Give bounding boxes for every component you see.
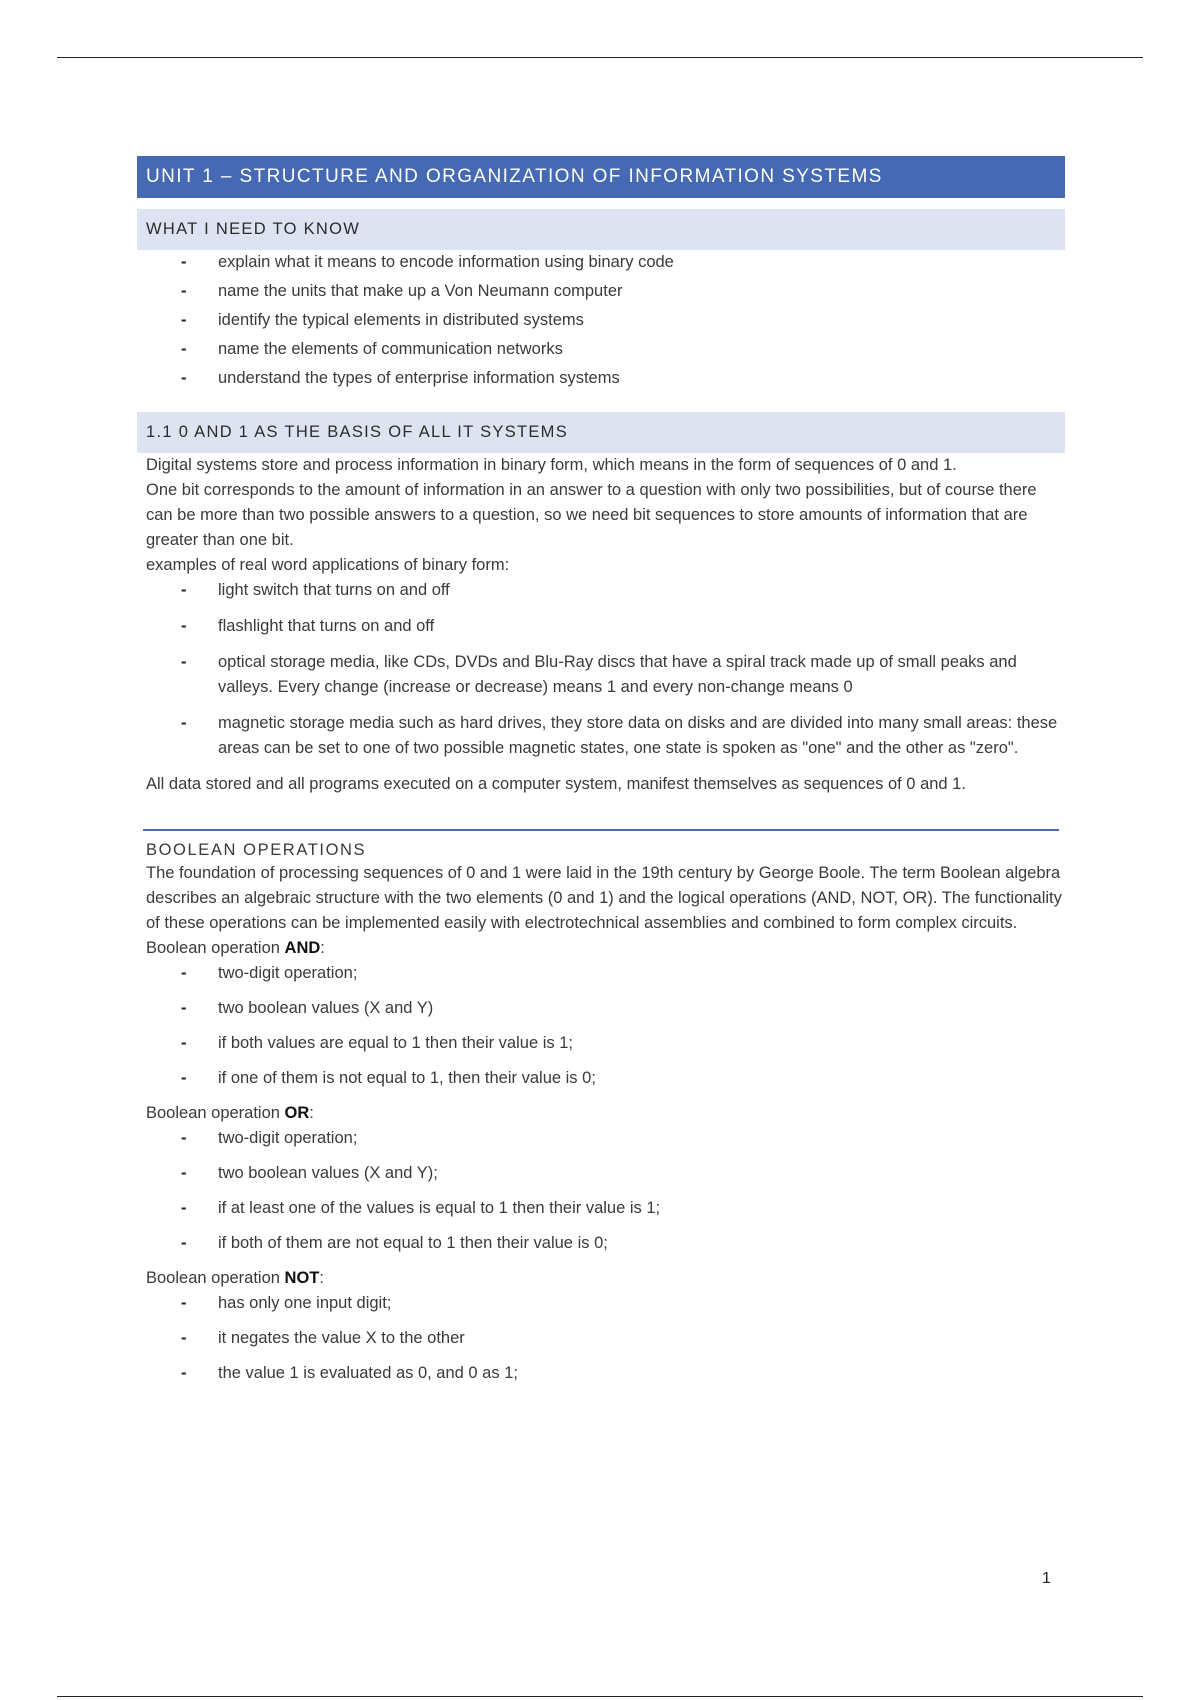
operation-label-and: Boolean operation AND:: [146, 939, 325, 957]
examples-list: [137, 578, 1065, 761]
paragraph: All data stored and all programs executed on a computer system, manifest themselves as sequences of 0 and 1.: [146, 775, 966, 793]
list-item: - if at least one of the values is equal to 1 then their value is 1;: [137, 1196, 1065, 1221]
unit-title: UNIT 1 – STRUCTURE AND ORGANIZATION OF INFORMATION SYSTEMS: [137, 156, 1065, 198]
footer-rule: [57, 1696, 1143, 1697]
need-to-know-heading: WHAT I NEED TO KNOW: [137, 209, 1065, 250]
or-list: [137, 1126, 1065, 1256]
page-content: [137, 156, 1065, 1396]
list-item: - magnetic storage media such as hard drives, they store data on disks and are divided into many small areas: these areas can be set to one of two possible magnetic states, one state is spoken as "one" and the other as "zero".: [137, 711, 1065, 761]
paragraph: Digital systems store and process information in binary form, which means in the form of sequences of 0 and 1.: [146, 456, 957, 474]
list-item: - if one of them is not equal to 1, then their value is 0;: [137, 1066, 1065, 1091]
list-item: - understand the types of enterprise information systems: [137, 366, 1065, 395]
list-item: - has only one input digit;: [137, 1291, 1065, 1316]
paragraph: One bit corresponds to the amount of information in an answer to a question with only two possibilities, but of course there can be more than two possible answers to a question, so we need bit sequences to store amounts of information that are greater than one bit.: [146, 481, 1037, 549]
paragraph: examples of real word applications of binary form:: [146, 556, 510, 574]
list-item: - name the units that make up a Von Neumann computer: [137, 279, 1065, 308]
list-item: - two boolean values (X and Y): [137, 996, 1065, 1021]
list-item: - identify the typical elements in distributed systems: [137, 308, 1065, 337]
operation-name-or: OR: [284, 1104, 310, 1122]
list-item: - optical storage media, like CDs, DVDs and Blu-Ray discs that have a spiral track made up of small peaks and valleys. Every change (increase or decrease) means 1 and every non-change means 0: [137, 650, 1065, 700]
list-item: - the value 1 is evaluated as 0, and 0 as 1;: [137, 1361, 1065, 1386]
boolean-heading: BOOLEAN OPERATIONS: [146, 841, 367, 859]
list-item: - two-digit operation;: [137, 1126, 1065, 1151]
operation-label-or: Boolean operation OR:: [146, 1104, 314, 1122]
page-number: 1: [1042, 1570, 1051, 1587]
list-item: - explain what it means to encode information using binary code: [137, 250, 1065, 279]
list-item: - two-digit operation;: [137, 961, 1065, 986]
not-list: [137, 1291, 1065, 1386]
list-item: - flashlight that turns on and off: [137, 614, 1065, 639]
need-to-know-list: [137, 250, 1065, 395]
list-item: - light switch that turns on and off: [137, 578, 1065, 603]
operation-name-not: NOT: [284, 1269, 320, 1287]
operation-name-and: AND: [284, 939, 321, 957]
list-item: - two boolean values (X and Y);: [137, 1161, 1065, 1186]
paragraph: The foundation of processing sequences of 0 and 1 were laid in the 19th century by George Boole. The term Boolean algebra describes an algebraic structure with the two elements (0 and 1) and the logical operations (AND, NOT, OR). The functionality of these operations can be implemented easily with electrotechnical assemblies and combined to form complex circuits.: [146, 864, 1062, 932]
operation-label-not: Boolean operation NOT:: [146, 1269, 324, 1287]
list-item: - name the elements of communication networks: [137, 337, 1065, 366]
list-item: - if both of them are not equal to 1 then their value is 0;: [137, 1231, 1065, 1256]
header-rule: [57, 57, 1143, 58]
section-divider: [143, 829, 1059, 831]
section-1-1-heading: 1.1 0 AND 1 AS THE BASIS OF ALL IT SYSTEMS: [137, 412, 1065, 453]
list-item: - if both values are equal to 1 then their value is 1;: [137, 1031, 1065, 1056]
list-item: - it negates the value X to the other: [137, 1326, 1065, 1351]
and-list: [137, 961, 1065, 1091]
